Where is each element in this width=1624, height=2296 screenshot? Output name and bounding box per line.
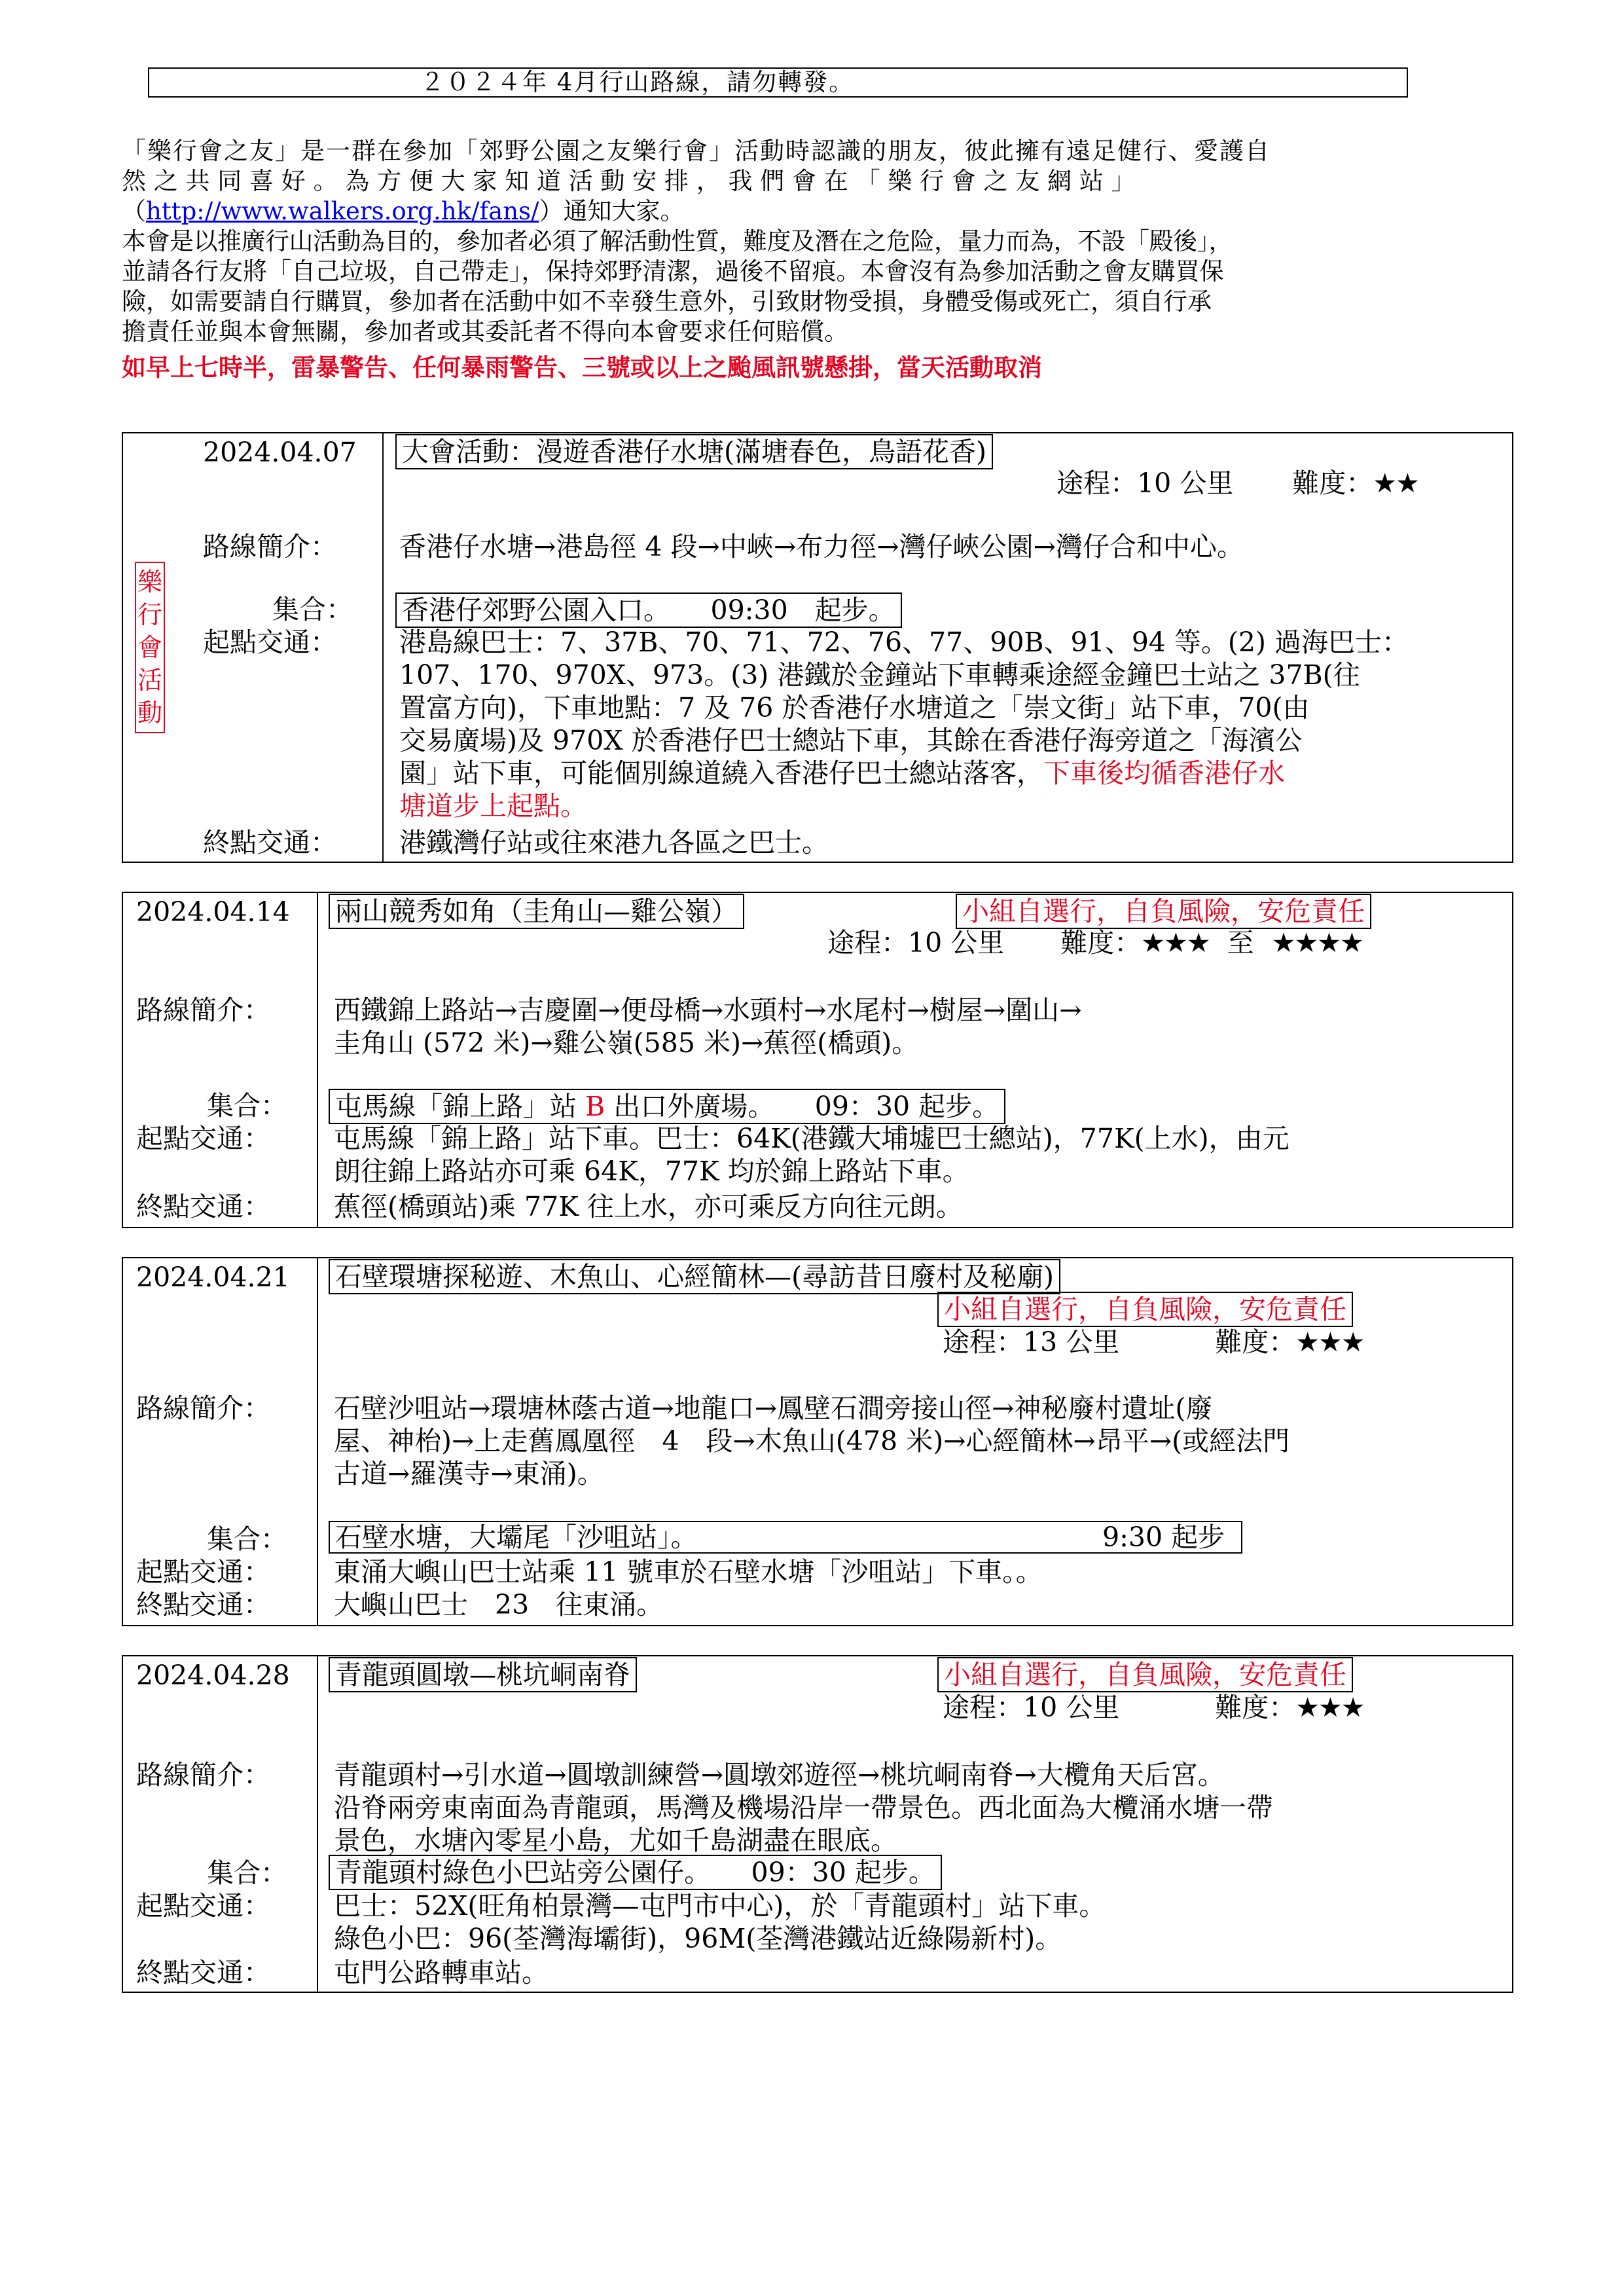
end-label: 終點交通： — [136, 1957, 270, 1988]
column-divider — [317, 1655, 318, 1993]
start-text-line: 港島線巴士：7、37B、70、71、72、76、77、90B、91、94 等。(2) 過海巴士： — [399, 627, 1409, 658]
start-note-red: 下車後均循香港仔水 — [1043, 757, 1285, 789]
column-divider — [382, 432, 384, 863]
difficulty-stars: ★★★ — [1141, 927, 1210, 958]
route-text-line: 景色，水塘內零星小島，尤如千島湖盡在眼底。 — [334, 1825, 897, 1856]
paren-close: ）通知大家。 — [539, 197, 685, 225]
start-label: 起點交通： — [136, 1890, 270, 1922]
event-date: 2024.04.28 — [136, 1660, 290, 1691]
route-text-line: 青龍頭村→引水道→圓墩訓練營→圓墩郊遊徑→桃坑峒南脊→大欖角天后宮。 — [334, 1759, 1225, 1791]
meet-label: 集合： — [207, 1523, 287, 1555]
event-date: 2024.04.14 — [136, 896, 290, 928]
event-title: 石壁環塘探秘遊、木魚山、心經簡林—(尋訪昔日廢村及秘廟) — [329, 1259, 1060, 1294]
start-text-line: 交易廣場)及 970X 於香港仔巴士總站下車，其餘在香港仔海旁道之「海濱公 — [399, 725, 1303, 756]
end-text: 港鐵灣仔站或往來港九各區之巴士。 — [399, 827, 829, 858]
badge-char: 動 — [137, 699, 163, 727]
start-text-line: 綠色小巴：96(荃灣海壩街)，96M(荃灣港鐵站近綠陽新村)。 — [334, 1923, 1062, 1954]
route-text-line: 西鐵錦上路站→吉慶圍→便母橋→水頭村→水尾村→樹屋→圍山→ — [334, 994, 1082, 1026]
start-text-line: 屯馬線「錦上路」站下車。巴士：64K(港鐵大埔墟巴士總站)，77K(上水)，由元 — [334, 1123, 1290, 1154]
event-distance — [943, 1326, 1364, 1358]
meet-text — [329, 1089, 1005, 1124]
route-text-line: 圭角山 (572 米)→雞公嶺(585 米)→蕉徑(橋頭)。 — [334, 1027, 919, 1059]
end-text: 屯門公路轉車站。 — [334, 1957, 549, 1988]
meet-time: 出口外廣場。 09：30 起步。 — [613, 1091, 1000, 1122]
meet-label: 集合： — [272, 594, 353, 625]
column-divider — [317, 892, 318, 1228]
column-divider — [317, 1257, 318, 1626]
group-notice: 小組自選行，自負風險，安危責任 — [937, 1292, 1353, 1327]
organizer-activity-badge — [135, 562, 165, 733]
difficulty-stars: ★★★ — [1295, 1692, 1364, 1723]
route-text-line: 古道→羅漢寺→東涌)。 — [334, 1458, 604, 1489]
intro-line-2: 然 之 共 同 喜 好 。 為 方 便 大 家 知 道 活 動 安 排 ， 我 們 會 在 「 樂 行 會 之 友 網 站 」 — [122, 167, 1136, 195]
difficulty-label: 難度： — [1215, 1692, 1296, 1723]
start-text-line — [399, 757, 1285, 790]
start-text-line: 置富方向)，下車地點：7 及 76 於香港仔水塘道之「崇文街」站下車，70(由 — [399, 692, 1310, 723]
start-note-red: 塘道步上起點。 — [399, 790, 587, 822]
route-text-line: 屋、神枱)→上走舊鳳凰徑 4 段→木魚山(478 米)→心經簡林→昂平→(或經法門 — [334, 1425, 1290, 1457]
meet-label: 集合： — [207, 1857, 287, 1889]
meet-text: 香港仔郊野公園入口。 09:30 起步。 — [395, 592, 902, 628]
event-distance — [1056, 467, 1418, 500]
start-label: 起點交通： — [136, 1123, 270, 1154]
difficulty-label: 難度： — [1060, 927, 1142, 958]
route-label: 路線簡介： — [136, 994, 270, 1026]
difficulty-stars-max: ★★★★ — [1271, 927, 1363, 958]
badge-char: 行 — [137, 600, 163, 629]
route-text-line: 沿脊兩旁東南面為青龍頭，馬灣及機場沿岸一帶景色。西北面為大欖涌水塘一帶 — [334, 1792, 1273, 1823]
meet-station: 屯馬線「錦上路」站 — [335, 1091, 577, 1122]
distance: 途程：10 公里 — [1056, 467, 1234, 499]
difficulty-label: 難度： — [1215, 1326, 1296, 1358]
intro-para2-line-2: 並請各行友將「自己垃圾，自己帶走」，保持郊野清潔，過後不留痕。本會沒有為參加活動之會友購買保 — [122, 257, 1224, 285]
route-label: 路線簡介： — [203, 531, 337, 562]
end-label: 終點交通： — [203, 827, 337, 858]
website-link[interactable]: http://www.walkers.org.hk/fans/ — [146, 197, 539, 225]
end-text: 大嶼山巴士 23 往東涌。 — [334, 1589, 664, 1620]
meet-text — [329, 1521, 1242, 1554]
paren-open: （ — [122, 197, 146, 225]
cancellation-warning: 如早上七時半，雷暴警告、任何暴雨警告、三號或以上之颱風訊號懸掛，當天活動取消 — [122, 353, 1042, 382]
badge-char: 會 — [137, 633, 163, 662]
start-text-line: 巴士：52X(旺角柏景灣—屯門市中心)，於「青龍頭村」站下車。 — [334, 1890, 1106, 1922]
start-label: 起點交通： — [203, 627, 337, 658]
start-label: 起點交通： — [136, 1556, 270, 1588]
distance: 途程：13 公里 — [943, 1326, 1120, 1358]
event-title: 兩山競秀如角（圭角山—雞公嶺） — [329, 894, 744, 929]
route-label: 路線簡介： — [136, 1393, 270, 1424]
difficulty-label: 難度： — [1292, 467, 1373, 499]
end-label: 終點交通： — [136, 1191, 270, 1222]
intro-para2-line-3: 險，如需要請自行購買，參加者在活動中如不幸發生意外，引致財物受損，身體受傷或死亡，須自行承 — [122, 287, 1212, 316]
difficulty-stars: ★★★ — [1295, 1326, 1364, 1358]
start-text: 東涌大嶼山巴士站乘 11 號車於石壁水塘「沙咀站」下車。。 — [334, 1556, 1043, 1588]
route-label: 路線簡介： — [136, 1759, 270, 1791]
intro-line-3 — [122, 196, 685, 227]
start-text-line: 107、170、970X、973。(3) 港鐵於金鐘站下車轉乘途經金鐘巴士站之 37B(往 — [399, 659, 1360, 691]
difficulty-to: 至 — [1227, 927, 1254, 958]
page-title: ２０２４年 4月行山路線，請勿轉發。 — [420, 68, 855, 96]
intro-para2-line-1: 本會是以推廣行山活動為目的，參加者必須了解活動性質，難度及潛在之危险，量力而為，不設「殿後」， — [122, 227, 1233, 255]
event-distance — [943, 1691, 1364, 1724]
event-title: 青龍頭圓墩—桃坑峒南脊 — [329, 1657, 637, 1692]
intro-line-1: 「樂行會之友」是一群在參加「郊野公園之友樂行會」活動時認識的朋友，彼此擁有遠足健行、愛護自 — [122, 137, 1271, 165]
meet-text: 青龍頭村綠色小巴站旁公園仔。 09：30 起步。 — [329, 1855, 942, 1890]
start-text: 園」站下車，可能個別線道繞入香港仔巴士總站落客， — [399, 757, 1043, 789]
group-notice: 小組自選行，自負風險，安危責任 — [937, 1657, 1353, 1692]
meet-label: 集合： — [207, 1090, 287, 1121]
distance: 途程：10 公里 — [943, 1692, 1120, 1723]
meet-time: 9:30 起步 — [1102, 1522, 1225, 1553]
group-notice: 小組自選行，自負風險，安危責任 — [956, 894, 1371, 929]
intro-para2-line-4: 擔責任並與本會無關，參加者或其委託者不得向本會要求任何賠償。 — [122, 318, 848, 346]
route-text-line: 石壁沙咀站→環塘林蔭古道→地龍口→鳳壁石澗旁接山徑→神秘廢村遺址(廢 — [334, 1393, 1213, 1424]
event-date: 2024.04.07 — [203, 437, 357, 468]
event-title: 大會活動：漫遊香港仔水塘(滿塘春色，鳥語花香) — [395, 434, 993, 469]
start-text-line: 朗往錦上路站亦可乘 64K，77K 均於錦上路站下車。 — [334, 1156, 969, 1187]
badge-char: 活 — [137, 666, 163, 695]
meet-exit-letter: B — [585, 1091, 605, 1122]
distance: 途程：10 公里 — [827, 927, 1005, 958]
meet-place: 石壁水塘，大壩尾「沙咀站」。 — [335, 1522, 698, 1553]
end-text: 蕉徑(橋頭站)乘 77K 往上水，亦可乘反方向往元朗。 — [334, 1191, 963, 1222]
end-label: 終點交通： — [136, 1589, 270, 1620]
difficulty-stars: ★★ — [1373, 467, 1418, 499]
header-title-box — [148, 67, 1408, 98]
event-distance — [827, 926, 1363, 959]
route-text: 香港仔水塘→港島徑 4 段→中峽→布力徑→灣仔峽公園→灣仔合和中心。 — [399, 531, 1244, 562]
event-date: 2024.04.21 — [136, 1262, 290, 1293]
badge-char: 樂 — [137, 568, 163, 596]
